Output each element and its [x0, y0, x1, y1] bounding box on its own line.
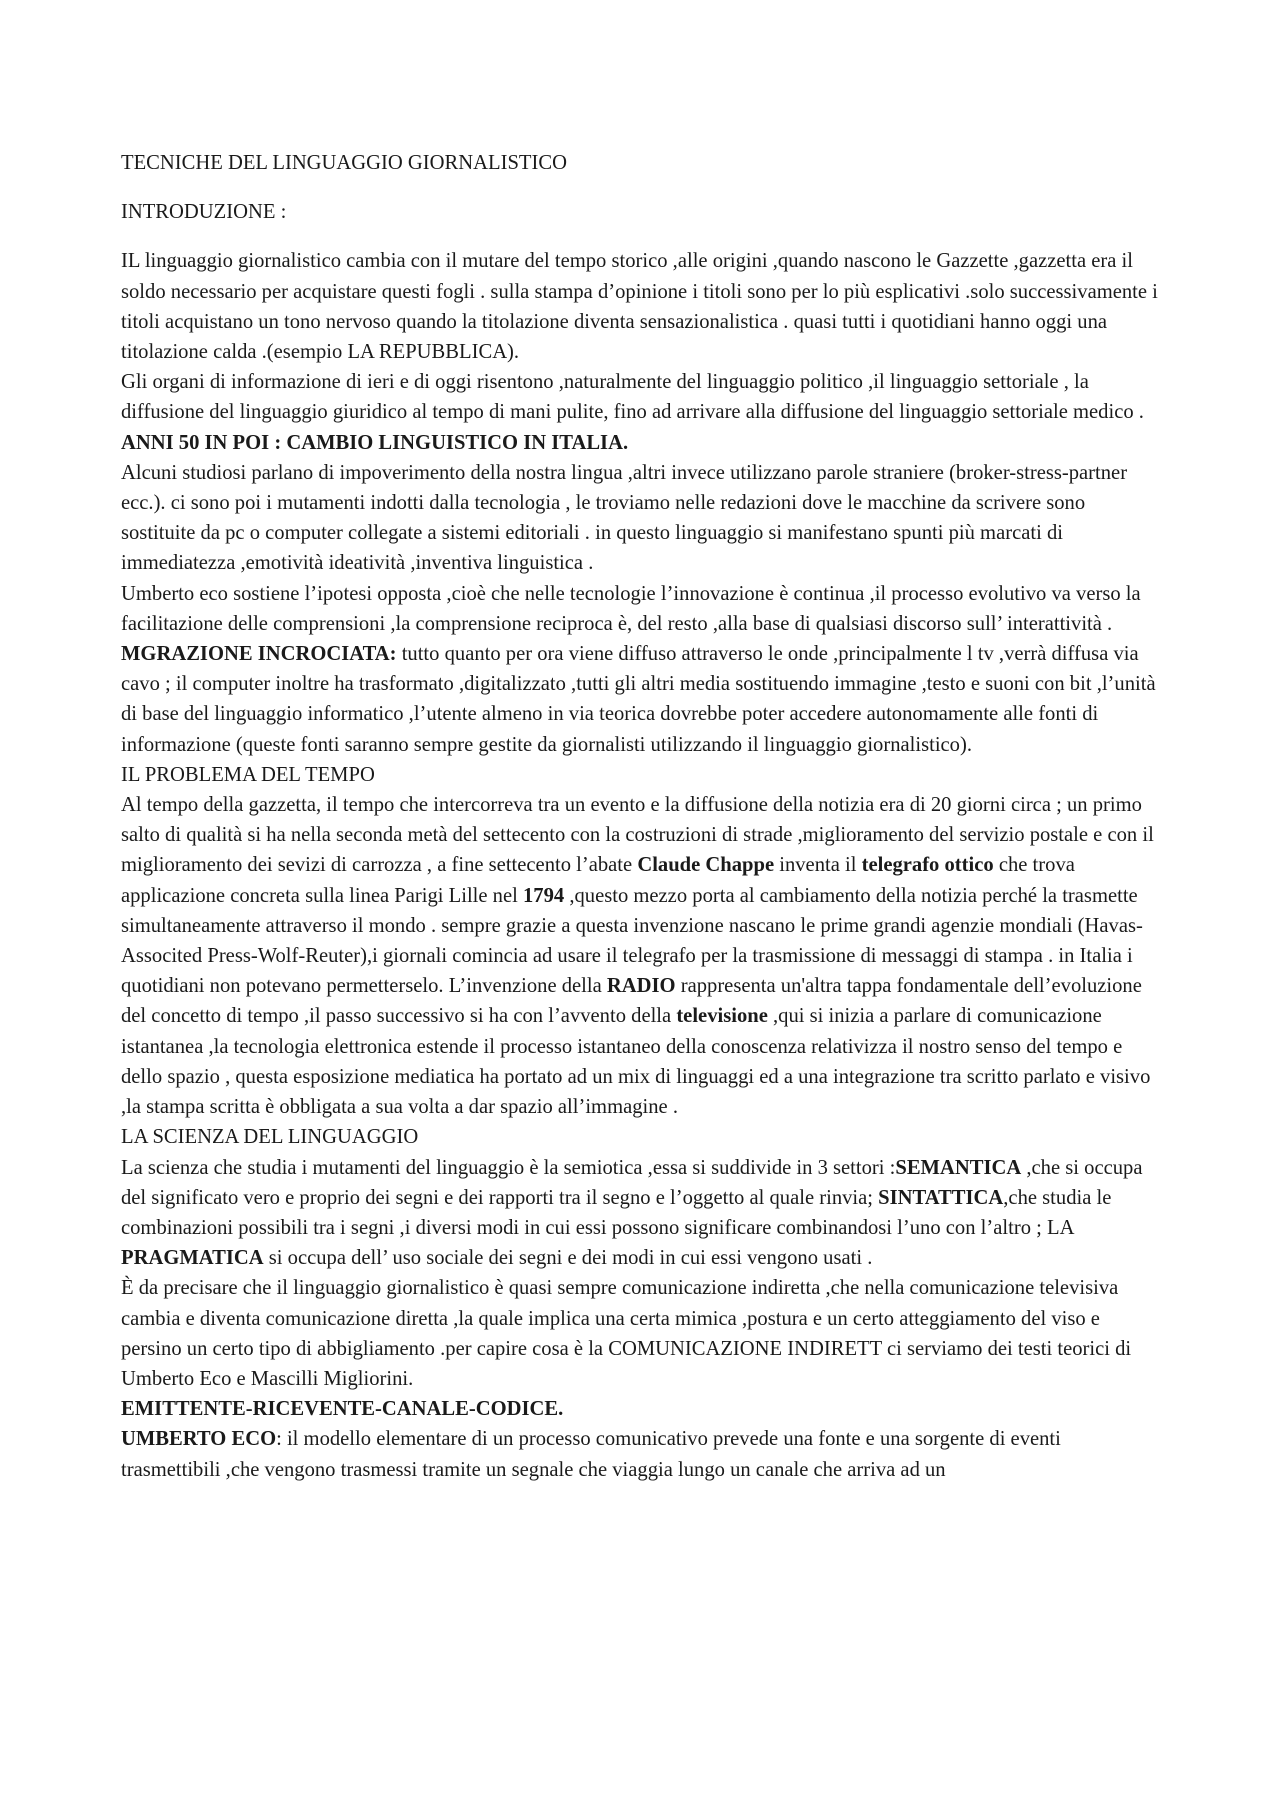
migrazione-text: tutto quanto per ora viene diffuso attraverso le onde ,principalmente l tv ,verrà diffusa via cavo ; il computer inoltre ha trasformato ,digitalizzato ,tutti gli altri media sostituendo immagine ,testo e suoni con bit ,l’unità di base del linguaggio informatico ,l’utente almeno in via teorica dovrebbe poter accedere autonomamente alle fonti di informazione (queste fonti saranno sempre gestite da giornalisti utilizzando il linguaggio giornalistico). — [121, 643, 1156, 756]
anni50-paragraph-2: Umberto eco sostiene l’ipotesi opposta ,cioè che nelle tecnologie l’innovazione è continua ,il processo evolutivo va verso la facilitazione delle comprensioni ,la comprensione reciproca è, del resto ,alla base di qualsiasi discorso sull’ interattività . — [121, 582, 1141, 635]
scienza-paragraph-2: È da precisare che il linguaggio giornalistico è quasi sempre comunicazione indiretta ,che nella comunicazione televisiva cambia e diventa comunicazione diretta ,la quale implica una certa mimica ,postura e un certo atteggiamento del viso e persino un certo tipo di abbigliamento .per capire cosa è la COMUNICAZIONE INDIRETT ci serviamo dei testi teorici di Umberto Eco e Mascilli Migliorini. — [121, 1277, 1132, 1390]
tempo-bold-year: 1794 — [522, 884, 565, 907]
scienza-bold-pragmatica: PRAGMATICA — [121, 1247, 264, 1270]
tempo-text-3: che trova applicazione concreta sulla linea Parigi Lille nel — [121, 854, 1075, 907]
intro-paragraph-1: IL linguaggio giornalistico cambia con il mutare del tempo storico ,alle origini ,quando nascono le Gazzette ,gazzetta era il soldo necessario per acquistare questi fogli . sulla stampa d’opinione i titoli sono per lo più esplicativi .solo successivamente i titoli acquistano un tono nervoso quando la titolazione diventa sensazionalistica . quasi tutti i quotidiani hanno oggi una titolazione calda .(esempio LA REPUBBLICA). — [121, 250, 1158, 364]
tempo-text-5: rappresenta un'altra tappa fondamentale dell’evoluzione del concetto di tempo ,il passo successivo si ha con l’avvento della — [121, 975, 1142, 1028]
scienza-text-1: La scienza che studia i mutamenti del linguaggio è la semiotica ,essa si suddivide in 3 settori : — [121, 1156, 896, 1179]
emittente-heading-text: EMITTENTE-RICEVENTE-CANALE-CODICE. — [121, 1398, 564, 1421]
section-heading-anni50 — [121, 428, 1162, 458]
tempo-paragraph — [121, 790, 1162, 1122]
tempo-bold-televisione: televisione — [676, 1005, 768, 1028]
migrazione-paragraph — [121, 639, 1162, 760]
emittente-paragraph — [121, 1424, 1162, 1484]
section-heading-scienza: LA SCIENZA DEL LINGUAGGIO — [121, 1126, 419, 1149]
document-body — [121, 246, 1162, 1484]
tempo-text-1: Al tempo della gazzetta, il tempo che intercorreva tra un evento e la diffusione della notizia era di 20 giorni circa ; un primo salto di qualità si ha nella seconda metà del settecento con la costruzioni di strade ,miglioramento del servizio postale e con il miglioramento dei sevizi di carrozza , a fine settecento l’abate — [121, 794, 1154, 877]
section-heading-tempo: IL PROBLEMA DEL TEMPO — [121, 763, 375, 786]
section-heading-emittente — [121, 1394, 1162, 1424]
tempo-text-6: ,qui si inizia a parlare di comunicazione istantanea ,la tecnologia elettronica estende il processo istantaneo della conoscenza relativizza il nostro senso del tempo e dello spazio , questa esposizione mediatica ha portato ad un mix di linguaggi ed a una integrazione tra scritto parlato e visivo ,la stampa scritta è obbligata a sua volta a dar spazio all’immagine . — [121, 1005, 1151, 1119]
scienza-bold-sintattica: SINTATTICA — [878, 1186, 1004, 1209]
intro-heading: INTRODUZIONE : — [121, 201, 287, 224]
intro-paragraph-2: Gli organi di informazione di ieri e di oggi risentono ,naturalmente del linguaggio politico ,il linguaggio settoriale , la diffusione del linguaggio giuridico al tempo di mani pulite, fino ad arrivare alla diffusione del linguaggio settoriale medico . — [121, 371, 1144, 424]
tempo-bold-chappe: Claude Chappe — [637, 854, 775, 877]
document-title: TECNICHE DEL LINGUAGGIO GIORNALISTICO — [121, 152, 567, 174]
tempo-bold-radio: RADIO — [606, 975, 676, 998]
tempo-text-4: ,questo mezzo porta al cambiamento della notizia perché la trasmette simultaneamente attraverso il mondo . sempre grazie a questa invenzione nascano le prime grandi agenzie mondiali (Havas- Associted Press-Wolf-Reuter),i giornali comincia ad usare il telegrafo per la trasmissione di messaggi di stampa . in Italia i quotidiani non potevano permetterselo. L’invenzione della — [121, 884, 1143, 998]
emittente-bold-eco: UMBERTO ECO — [121, 1428, 277, 1451]
tempo-bold-telegrafo: telegrafo ottico — [861, 854, 994, 877]
scienza-text-4: si occupa dell’ uso sociale dei segni e dei modi in cui essi vengono usati . — [263, 1247, 873, 1270]
anni50-heading-text: ANNI 50 IN POI : CAMBIO LINGUISTICO IN ITALIA. — [121, 431, 629, 454]
anni50-paragraph-1: Alcuni studiosi parlano di impoverimento della nostra lingua ,altri invece utilizzano parole straniere (broker-stress-partner ecc.). ci sono poi i mutamenti indotti dalla tecnologia , le troviamo nelle redazioni dove le macchine da scrivere sono sostituite da pc o computer collegate a sistemi editoriali . in questo linguaggio si manifestano spunti più marcati di immediatezza ,emotività ideatività ,inventiva linguistica . — [121, 461, 1128, 575]
scienza-bold-semantica: SEMANTICA — [895, 1156, 1022, 1179]
migrazione-heading: MGRAZIONE INCROCIATA: — [121, 643, 397, 666]
scienza-text-3: ,che studia le combinazioni possibili tra i segni ,i diversi modi in cui essi possono significare combinandosi l’uno con l’altro ; LA — [121, 1186, 1112, 1239]
scienza-paragraph-1 — [121, 1153, 1162, 1274]
scienza-text-2: ,che si occupa del significato vero e proprio dei segni e dei rapporti tra il segno e l’oggetto al quale rinvia; — [121, 1156, 1143, 1209]
emittente-text: : il modello elementare di un processo comunicativo prevede una fonte e una sorgente di eventi trasmettibili ,che vengono trasmessi tramite un segnale che viaggia lungo un canale che arriva ad un — [121, 1428, 1061, 1481]
tempo-text-2: inventa il — [774, 854, 862, 877]
